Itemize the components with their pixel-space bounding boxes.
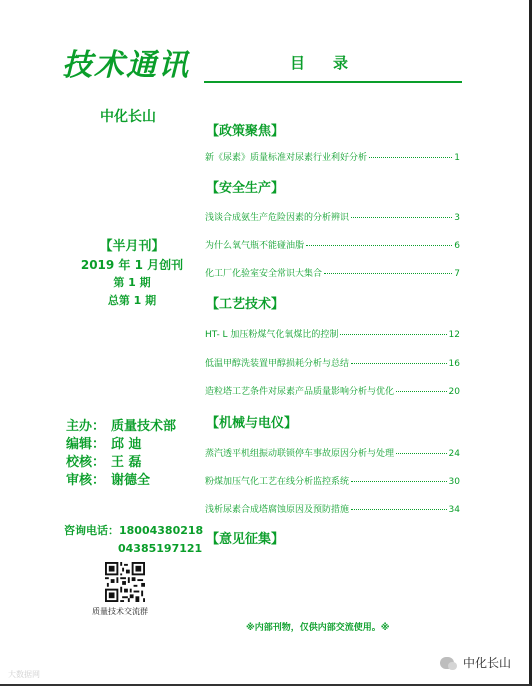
watermark-account-name: 中化长山 [463, 656, 512, 670]
toc-entry[interactable] [205, 384, 460, 397]
issue-number: 第 1 期 [113, 276, 151, 289]
dot-leader [396, 391, 447, 392]
staff-row: 主办： 质量技术部 [66, 419, 177, 434]
toc-entry-page: 3 [454, 213, 460, 223]
contact-info [64, 522, 203, 558]
toc-entry-page: 1 [454, 153, 460, 163]
toc-entry-page: 34 [448, 505, 460, 515]
toc-entry-page: 30 [448, 477, 460, 487]
toc-entry-page: 16 [448, 359, 460, 369]
wechat-icon [440, 657, 454, 669]
section-heading: 【安全生产】 [206, 181, 285, 196]
issue-total: 总第 1 期 [107, 294, 157, 307]
toc-entry-title: 化工厂化验室安全常识大集合 [205, 269, 323, 279]
toc-entry[interactable] [205, 356, 460, 369]
dot-leader [351, 481, 447, 482]
issue-info [72, 238, 192, 310]
toc-entry-page: 20 [448, 387, 460, 397]
section-heading: 【意见征集】 [206, 532, 285, 547]
toc-entry-title: 新《尿素》质量标准对尿素行业利好分析 [205, 153, 368, 163]
internal-notice: ※内部刊物，仅供内部交流使用。※ [246, 623, 390, 633]
qr-code-icon [105, 562, 145, 602]
toc-entry[interactable] [205, 266, 460, 279]
toc-entry-title: 粉煤加压气化工艺在线分析监控系统 [205, 477, 350, 487]
toc-entry-title: 浅析尿素合成塔腐蚀原因及预防措施 [205, 505, 350, 515]
issue-start: 2019 年 1 月创刊 [80, 258, 184, 272]
toc-entry[interactable] [205, 446, 460, 459]
section-heading: 【政策聚焦】 [206, 124, 285, 139]
dot-leader [340, 334, 446, 335]
toc-entry-page: 6 [454, 241, 460, 251]
toc-entry-page: 7 [454, 269, 460, 279]
toc-entry-page: 24 [448, 449, 460, 459]
contact-phone-2: 04385197121 [118, 542, 203, 555]
section-heading: 【工艺技术】 [206, 297, 285, 312]
toc-entry[interactable] [205, 502, 460, 515]
toc-title: 目录 [289, 54, 376, 72]
toc-entry-title: 蒸汽透平机组振动联锁停车事故原因分析与处理 [205, 449, 395, 459]
toc-entry[interactable] [205, 150, 460, 163]
dot-leader [396, 453, 447, 454]
staff-row: 审核： 谢德全 [66, 473, 151, 488]
toc-entry-title: HT- L 加压粉煤气化氧煤比的控制 [205, 330, 339, 340]
masthead-title: 技术通讯 [62, 48, 190, 83]
toc-entry-title: 为什么氧气瓶不能碰油脂 [205, 241, 305, 251]
watermark-right [440, 654, 511, 671]
toc-entry-title: 低温甲醇洗装置甲醇损耗分析与总结 [205, 359, 350, 369]
issue-type: 【半月刊】 [99, 239, 165, 254]
contact-label: 咨询电话： [64, 524, 119, 537]
toc-entry[interactable] [205, 238, 460, 251]
section-heading: 【机械与电仪】 [206, 416, 298, 431]
toc-entry[interactable] [205, 474, 460, 487]
toc-entry-title: 造粒塔工艺条件对尿素产品质量影响分析与优化 [205, 387, 395, 397]
dot-leader [324, 273, 452, 274]
staff-list [66, 418, 176, 490]
watermark-left: 大数据网 [8, 670, 40, 679]
qr-caption: 质量技术交流群 [92, 607, 148, 616]
toc-entry[interactable] [205, 327, 460, 340]
staff-row: 编辑： 邱 迪 [66, 437, 142, 452]
toc-entry[interactable] [205, 210, 460, 223]
dot-leader [351, 509, 447, 510]
company-name: 中化长山 [100, 109, 156, 125]
toc-entry-page: 12 [448, 330, 460, 340]
toc-divider [204, 81, 462, 83]
dot-leader [306, 245, 452, 246]
staff-row: 校核： 王 磊 [66, 455, 142, 470]
contact-phone-1: 18004380218 [119, 524, 204, 537]
dot-leader [369, 157, 452, 158]
toc-entry-title: 浅谈合成氨生产危险因素的分析辨识 [205, 213, 350, 223]
dot-leader [351, 363, 447, 364]
dot-leader [351, 217, 452, 218]
